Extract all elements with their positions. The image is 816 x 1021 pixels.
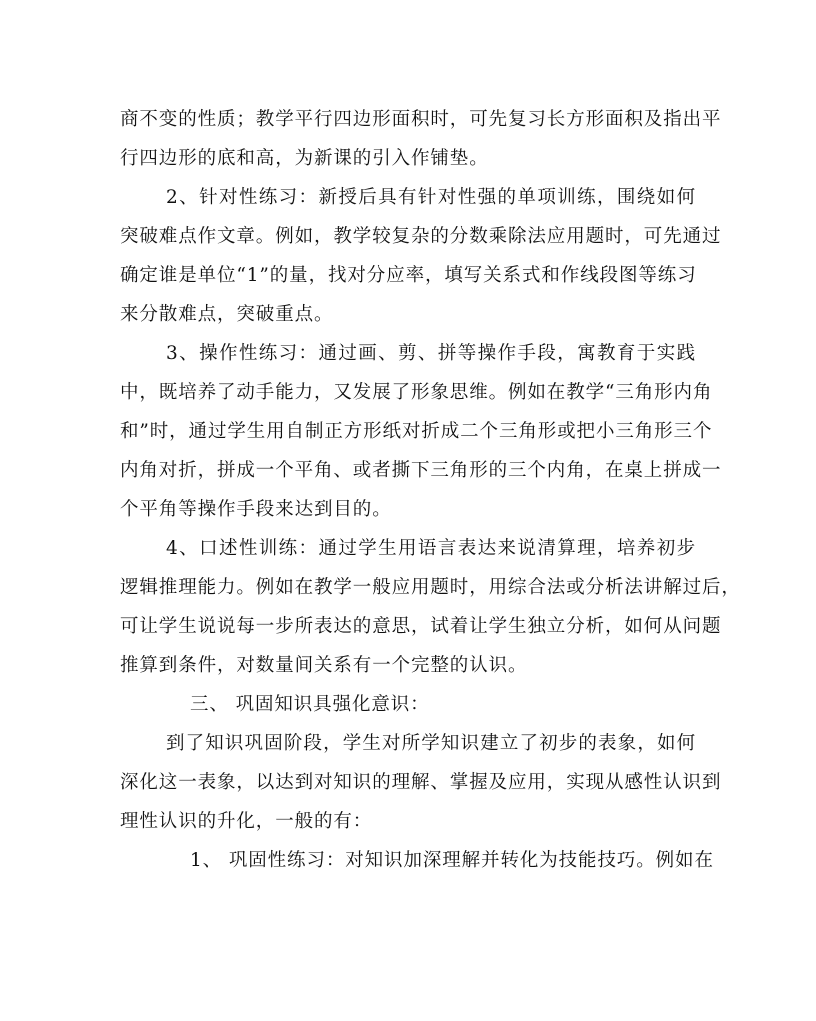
text-line: 来分散难点，突破重点。 (120, 304, 334, 325)
section-heading: 三、 巩固知识具强化意识： (190, 694, 430, 715)
text-line: 到了知识巩固阶段，学生对所学知识建立了初步的表象，如何 (166, 733, 696, 754)
text-line: 个平角等操作手段来达到目的。 (120, 499, 392, 520)
text-line: 内角对折，拼成一个平角、或者撕下三角形的三个内角，在桌上拼成一 (120, 460, 722, 481)
text-line: 1、 巩固性练习：对知识加深理解并转化为技能技巧。例如在 (190, 850, 714, 871)
text-line: 和”时，通过学生用自制正方形纸对折成二个三角形或把小三角形三个 (120, 421, 713, 442)
text-line: 理性认识的升化，一般的有： (120, 811, 373, 832)
text-line: 突破难点作文章。例如，教学较复杂的分数乘除法应用题时，可先通过 (120, 226, 722, 247)
text-line: 3、操作性练习：通过画、剪、拼等操作手段，寓教育于实践 (166, 343, 696, 364)
text-line: 商不变的性质；教学平行四边形面积时，可先复习长方形面积及指出平 (120, 109, 722, 130)
text-line: 确定谁是单位“1”的量，找对分应率，填写关系式和作线段图等练习 (120, 265, 697, 286)
text-line: 推算到条件，对数量间关系有一个完整的认识。 (120, 655, 528, 676)
text-line: 中，既培养了动手能力，又发展了形象思维。例如在教学“三角形内角 (120, 382, 713, 403)
text-line: 逻辑推理能力。例如在教学一般应用题时，用综合法或分析法讲解过后， (120, 577, 741, 598)
text-line: 4、口述性训练：通过学生用语言表达来说清算理，培养初步 (166, 538, 696, 559)
text-line: 2、针对性练习：新授后具有针对性强的单项训练，围绕如何 (166, 187, 696, 208)
text-line: 深化这一表象，以达到对知识的理解、掌握及应用，实现从感性认识到 (120, 772, 722, 793)
text-line: 可让学生说说每一步所表达的意思，试着让学生独立分析，如何从问题 (120, 616, 722, 637)
text-line: 行四边形的底和高，为新课的引入作铺垫。 (120, 148, 489, 169)
